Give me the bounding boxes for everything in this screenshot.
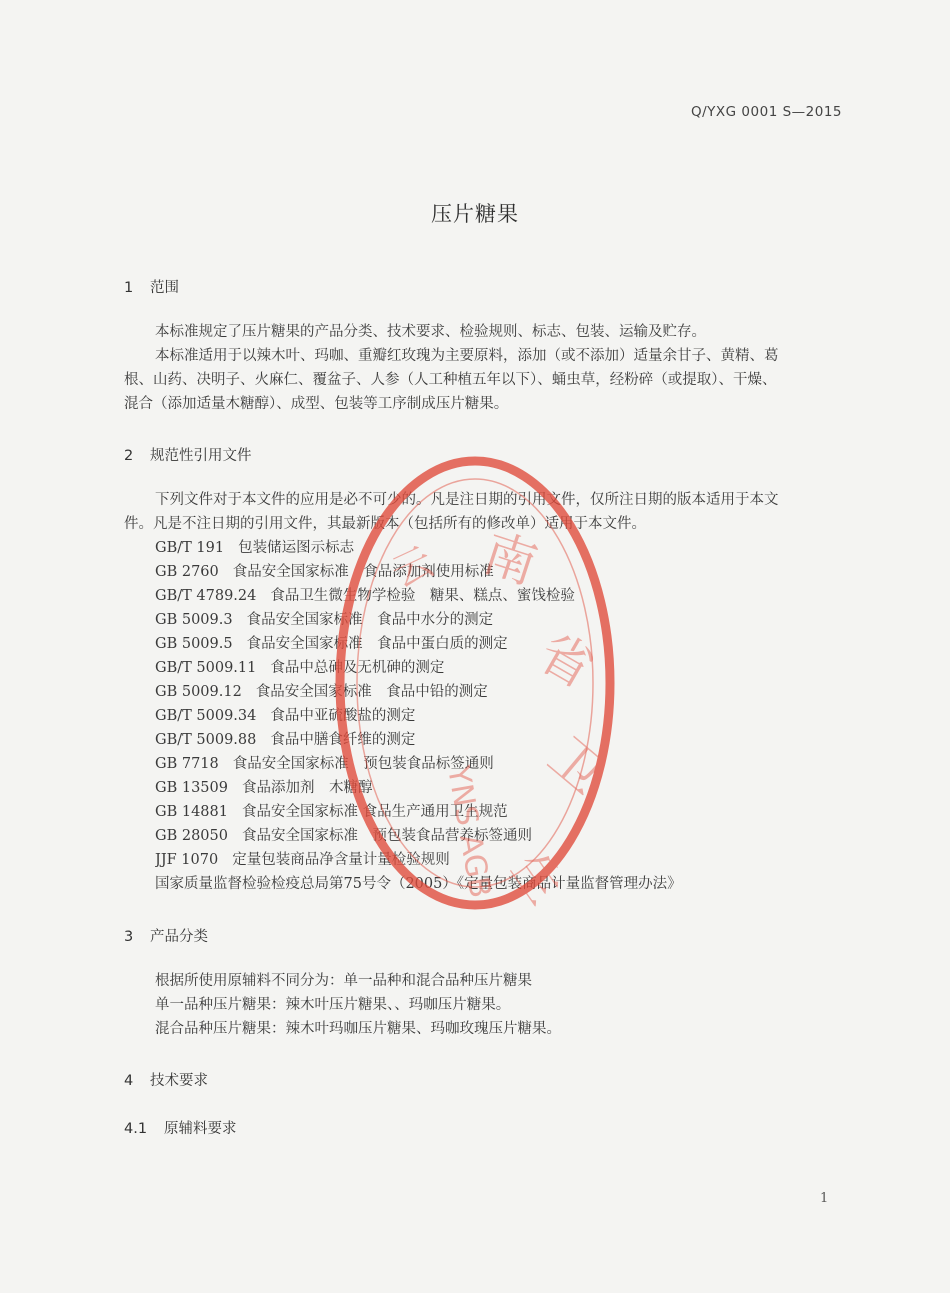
- section-4-1-heading: [124, 1117, 237, 1138]
- section-1-heading: [124, 276, 179, 297]
- reference-item: [155, 824, 845, 848]
- reference-code: GB/T 191: [155, 540, 225, 556]
- section-1-body: [124, 320, 844, 416]
- reference-code: GB/T 5009.88: [155, 732, 257, 748]
- paragraph-line: 混合（添加适量木糖醇）、成型、包装等工序制成压片糖果。: [124, 396, 509, 412]
- reference-item: [155, 536, 845, 560]
- reference-code: GB 5009.12: [155, 684, 242, 700]
- reference-code: GB 5009.3: [155, 612, 233, 628]
- reference-title: 食品中亚硫酸盐的测定: [270, 708, 416, 724]
- section-4-heading: [124, 1069, 208, 1090]
- reference-item: [155, 584, 845, 608]
- reference-code: GB 5009.5: [155, 636, 233, 652]
- reference-title: 包装储运图示标志: [238, 540, 355, 556]
- paragraph-line: 下列文件对于本文件的应用是必不可少的。凡是注日期的引用文件，仅所注日期的版本适用于本文: [155, 492, 779, 508]
- section-title: 规范性引用文件: [150, 448, 252, 464]
- paragraph-line: 根据所使用原辅料不同分为：单一品种和混合品种压片糖果: [155, 973, 532, 989]
- paragraph-line: 本标准适用于以辣木叶、玛咖、重瓣红玫瑰为主要原料，添加（或不添加）适量余甘子、黄精、葛: [155, 348, 779, 364]
- paragraph-line: 件。凡是不注日期的引用文件，其最新版本（包括所有的修改单）适用于本文件。: [124, 516, 646, 532]
- reference-title: 食品安全国家标准 食品中水分的测定: [246, 612, 494, 628]
- reference-item: [155, 800, 845, 824]
- reference-item: [155, 848, 845, 872]
- document-code: Q/YXG 0001 S—2015: [691, 104, 842, 120]
- section-number: 4: [124, 1073, 134, 1089]
- reference-title: 食品中膳食纤维的测定: [270, 732, 416, 748]
- svg-text:卫: 卫: [536, 726, 616, 807]
- section-number: 2: [124, 448, 134, 464]
- section-number: 3: [124, 929, 134, 945]
- reference-title: 食品中总砷及无机砷的测定: [270, 660, 445, 676]
- reference-title: 食品安全国家标准 预包装食品营养标签通则: [241, 828, 532, 844]
- reference-item: [155, 728, 845, 752]
- svg-text:生: 生: [500, 842, 574, 915]
- section-2-intro: [124, 488, 844, 536]
- section-3-heading: [124, 925, 208, 946]
- reference-item: [155, 608, 845, 632]
- reference-code: GB/T 4789.24: [155, 588, 257, 604]
- section-title: 技术要求: [150, 1073, 208, 1089]
- section-title: 范围: [150, 280, 179, 296]
- paragraph-line: 根、山药、决明子、火麻仁、覆盆子、人参（人工种植五年以下）、蛹虫草，经粉碎（或提取）、干燥、: [124, 372, 777, 388]
- reference-item: [155, 704, 845, 728]
- reference-title: 食品安全国家标准 食品添加剂使用标准: [232, 564, 494, 580]
- reference-title: 食品安全国家标准 预包装食品标签通则: [232, 756, 494, 772]
- reference-code: GB/T 5009.34: [155, 708, 257, 724]
- svg-text:YNS AGB: YNS AGB: [440, 763, 498, 901]
- paragraph-line: 本标准规定了压片糖果的产品分类、技术要求、检验规则、标志、包装、运输及贮存。: [155, 324, 706, 340]
- reference-title: 食品安全国家标准 食品生产通用卫生规范: [241, 804, 508, 820]
- reference-item: [155, 752, 845, 776]
- paragraph-line: 单一品种压片糖果：辣木叶压片糖果、、玛咖压片糖果。: [155, 997, 511, 1013]
- reference-title: 国家质量监督检验检疫总局第75号令（2005）《定量包装商品计量监督管理办法》: [155, 876, 682, 892]
- reference-code: GB 14881: [155, 804, 228, 820]
- svg-text:南: 南: [475, 523, 544, 597]
- reference-title: 食品添加剂 木糖醇: [241, 780, 373, 796]
- reference-item: [155, 656, 845, 680]
- normative-references-list: [155, 536, 845, 896]
- reference-item: [155, 632, 845, 656]
- reference-item: [155, 560, 845, 584]
- reference-title: 食品卫生微生物学检验 糖果、糕点、蜜饯检验: [270, 588, 575, 604]
- reference-item: [155, 680, 845, 704]
- page-number: 1: [820, 1191, 829, 1206]
- reference-title: 定量包装商品净含量计量检验规则: [232, 852, 450, 868]
- section-2-heading: [124, 444, 252, 465]
- document-title: 压片糖果: [431, 202, 519, 226]
- section-title: 原辅料要求: [164, 1121, 237, 1137]
- reference-code: GB 7718: [155, 756, 219, 772]
- reference-code: GB 28050: [155, 828, 228, 844]
- reference-code: GB/T 5009.11: [155, 660, 257, 676]
- paragraph-line: 混合品种压片糖果：辣木叶玛咖压片糖果、玛咖玫瑰压片糖果。: [155, 1021, 561, 1037]
- section-number: 1: [124, 280, 134, 296]
- reference-title: 食品安全国家标准 食品中铅的测定: [255, 684, 488, 700]
- reference-item: [155, 776, 845, 800]
- reference-code: JJF 1070: [155, 852, 219, 868]
- svg-text:省: 省: [528, 622, 604, 701]
- reference-code: GB 13509: [155, 780, 228, 796]
- svg-text:云: 云: [384, 538, 441, 598]
- reference-code: GB 2760: [155, 564, 219, 580]
- section-title: 产品分类: [150, 929, 208, 945]
- section-3-body: [124, 969, 844, 1041]
- reference-item: [155, 872, 845, 896]
- reference-title: 食品安全国家标准 食品中蛋白质的测定: [246, 636, 508, 652]
- section-number: 4.1: [124, 1121, 148, 1137]
